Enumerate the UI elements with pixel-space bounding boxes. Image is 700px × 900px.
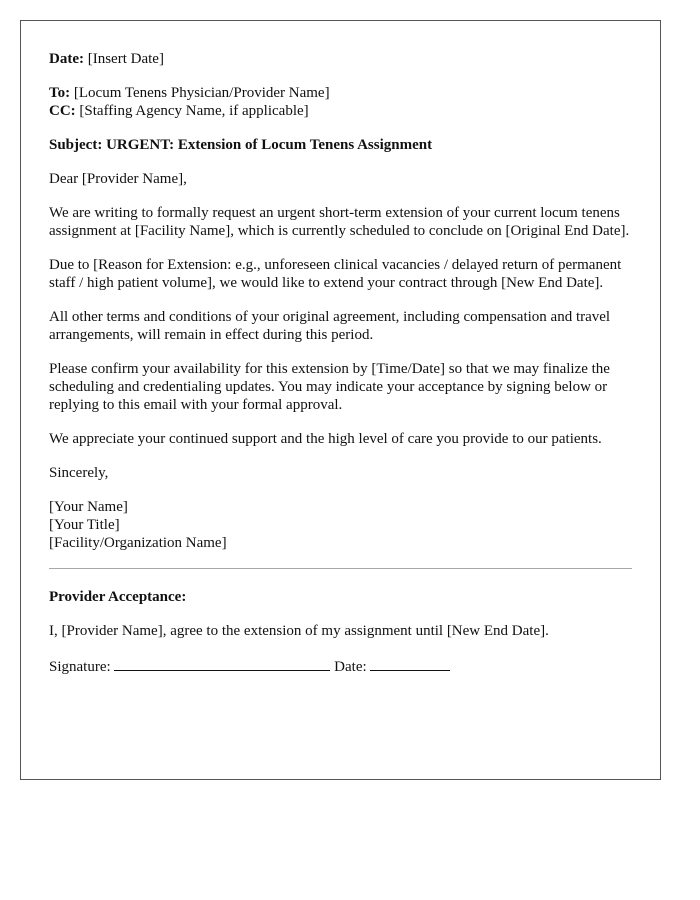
date-line	[49, 50, 632, 68]
signature-label: Signature:	[49, 659, 111, 675]
cc-label: CC:	[49, 103, 76, 119]
acceptance-statement: I, [Provider Name], agree to the extension of my assignment until [New End Date].	[49, 623, 549, 639]
signature-blank	[114, 656, 330, 671]
body-paragraph-5: We appreciate your continued support and the high level of care you provide to our patients.	[49, 431, 602, 447]
body-paragraph-4: Please confirm your availability for this extension by [Time/Date] so that we may finalize the scheduling and credentialing updates. You may indicate your acceptance by signing below or replying to this email with your formal approval.	[49, 361, 610, 413]
subject-line	[49, 136, 632, 154]
sender-title: [Your Title]	[49, 517, 120, 533]
date-value: [Insert Date]	[83, 51, 164, 67]
cc-value: [Staffing Agency Name, if applicable]	[75, 103, 309, 119]
acceptance-heading	[49, 588, 632, 606]
cc-line	[49, 102, 632, 120]
section-divider	[49, 568, 632, 569]
date-signed-label: Date:	[334, 659, 367, 675]
sender-organization: [Facility/Organization Name]	[49, 535, 227, 551]
signature-line	[49, 656, 632, 676]
to-line	[49, 84, 632, 102]
salutation: Dear [Provider Name],	[49, 171, 187, 187]
body-paragraph-3: All other terms and conditions of your original agreement, including compensation and travel arrangements, will remain in effect during this period.	[49, 309, 611, 343]
to-value: [Locum Tenens Physician/Provider Name]	[70, 85, 330, 101]
body-paragraph-2: Due to [Reason for Extension: e.g., unforeseen clinical vacancies / delayed return of permanent staff / high patient volume], we would like to extend your contract through [New End Date].	[49, 257, 622, 291]
date-label: Date:	[49, 51, 84, 67]
sender-name: [Your Name]	[49, 499, 128, 515]
to-label: To:	[49, 85, 71, 101]
acceptance-heading-text: Provider Acceptance:	[49, 589, 187, 605]
body-paragraph-1: We are writing to formally request an urgent short-term extension of your current locum tenens assignment at [Facility Name], which is currently scheduled to conclude on [Original End Date].	[49, 205, 630, 239]
subject-text: Subject: URGENT: Extension of Locum Tenens Assignment	[49, 137, 433, 153]
letter-document	[20, 20, 661, 780]
closing: Sincerely,	[49, 465, 109, 481]
date-signed-blank	[370, 656, 450, 671]
